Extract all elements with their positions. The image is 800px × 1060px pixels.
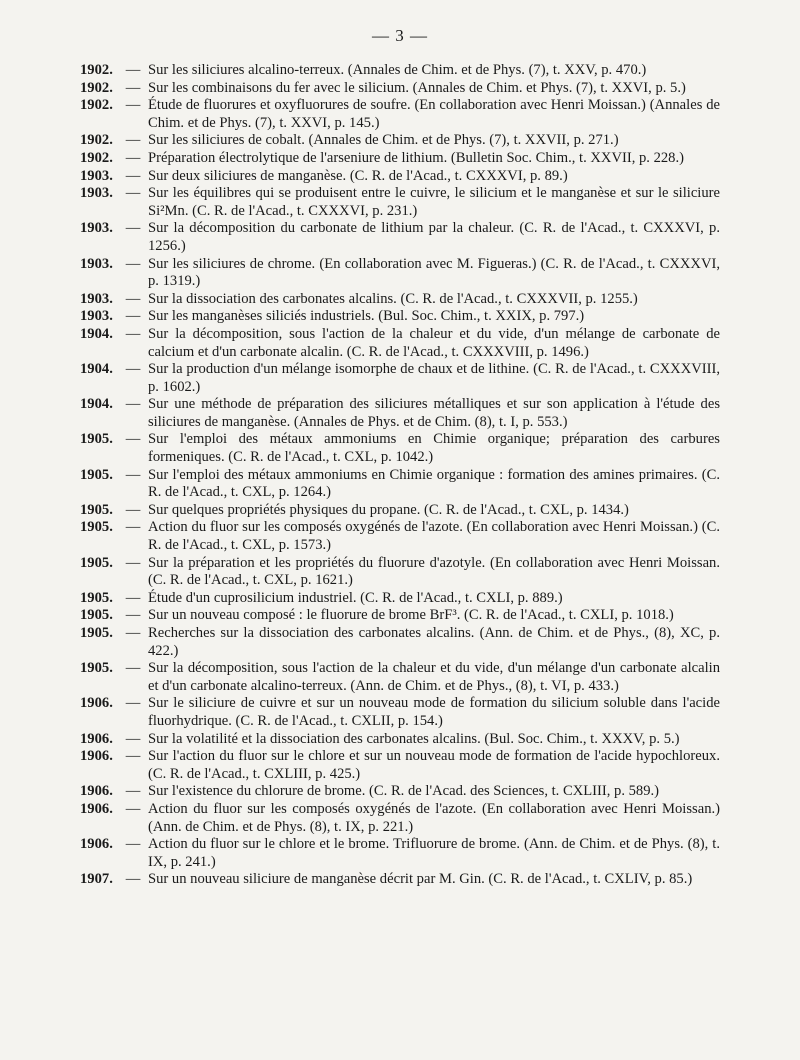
entry-dash: — (125, 149, 141, 166)
entry-dash: — (125, 730, 141, 747)
entry-year: 1905. (80, 554, 113, 571)
entry-text: Sur l'existence du chlorure de brome. (C. R. de l'Acad. des Sciences, t. CXLIII, p. 589.) (148, 783, 660, 800)
bibliography-entry (80, 308, 720, 326)
bibliography-entry (80, 467, 720, 502)
entry-year: 1905. (80, 607, 113, 624)
entry-year: 1906. (80, 695, 113, 712)
bibliography-entry (80, 801, 720, 836)
entry-year: 1905. (80, 519, 113, 536)
bibliography-entry (80, 625, 720, 660)
entry-year: 1905. (80, 625, 113, 641)
bibliography-entry (80, 256, 720, 291)
entry-dash: — (125, 220, 141, 237)
entry-dash: — (125, 748, 141, 765)
entry-year: 1905. (80, 501, 113, 518)
entry-dash: — (125, 589, 141, 606)
entry-dash: — (125, 185, 141, 202)
entry-dash: — (125, 132, 141, 149)
entry-year: 1904. (80, 396, 113, 413)
bibliography-entry (80, 361, 720, 396)
entry-year: 1902. (80, 79, 113, 96)
entry-text: Sur les siliciures alcalino-terreux. (Annales de Chim. et de Phys. (7), t. XXV, p. 470.) (148, 62, 647, 78)
entry-text: Étude d'un cuprosilicium industriel. (C. R. de l'Acad., t. CXLI, p. 889.) (148, 589, 563, 606)
entry-text: Action du fluor sur les composés oxygénés de l'azote. (En collaboration avec Henri Moissan.) (C. R. de l'Acad., t. CXL, p. 1573.) (148, 519, 720, 554)
entry-year: 1906. (80, 800, 113, 817)
entry-year: 1902. (80, 97, 113, 114)
bibliography-entry (80, 783, 720, 801)
entry-dash: — (125, 871, 141, 888)
bibliography-entry (80, 396, 720, 431)
entry-text: Sur la décomposition, sous l'action de la chaleur et du vide, d'un mélange d'un carbonate alcalin et d'un carbonate alcalino-terreux. (Ann. de Chim. et de Phys., (8), t. VI, p. 433.) (148, 660, 720, 694)
entry-dash: — (125, 255, 141, 272)
entry-dash: — (125, 695, 141, 712)
entry-text: Sur les siliciures de chrome. (En collaboration avec M. Figueras.) (C. R. de l'Acad., t. CXXXVI, p. 1319.) (148, 255, 720, 290)
bibliography-entry (80, 731, 720, 749)
entry-text: Préparation électrolytique de l'arseniure de lithium. (Bulletin Soc. Chim., t. XXVII, p. 228.) (148, 149, 684, 166)
entry-dash: — (125, 79, 141, 96)
entry-text: Sur deux siliciures de manganèse. (C. R. de l'Acad., t. CXXXVI, p. 89.) (148, 167, 568, 184)
entry-year: 1906. (80, 836, 113, 853)
entry-year: 1906. (80, 730, 113, 747)
entry-year: 1902. (80, 149, 113, 166)
entry-year: 1906. (80, 783, 113, 800)
entry-text: Sur la production d'un mélange isomorphe de chaux et de lithine. (C. R. de l'Acad., t. CXXXVIII, p. 1602.) (148, 361, 720, 395)
entry-dash: — (125, 660, 141, 677)
entry-text: Sur les équilibres qui se produisent entre le cuivre, le silicium et le manganèse et sur le siliciure Si²Mn. (C. R. de l'Acad., t. CXXXVI, p. 231.) (148, 185, 720, 219)
entry-dash: — (125, 466, 141, 483)
entry-text: Sur un nouveau composé : le fluorure de brome BrF³. (C. R. de l'Acad., t. CXLI, p. 1018.) (148, 607, 674, 624)
entry-text: Action du fluor sur les composés oxygénés de l'azote. (En collaboration avec Henri Moissan.) (Ann. de Chim. et de Phys. (8), t. IX, p. 221.) (148, 800, 720, 835)
bibliography-entry (80, 590, 720, 608)
entry-text: Sur le siliciure de cuivre et sur un nouveau mode de formation du silicium soluble dans l'acide fluorhydrique. (C. R. de l'Acad., t. CXLII, p. 154.) (148, 695, 720, 729)
entry-text: Action du fluor sur le chlore et le brome. Trifluorure de brome. (Ann. de Chim. et de Phys. (8), t. IX, p. 241.) (148, 836, 720, 870)
entry-dash: — (125, 607, 141, 624)
bibliography-entry (80, 168, 720, 186)
entry-dash: — (125, 97, 141, 114)
bibliography-entry (80, 431, 720, 466)
bibliography-entry (80, 660, 720, 695)
entry-year: 1906. (80, 748, 113, 765)
entry-dash: — (125, 290, 141, 307)
entry-dash: — (125, 325, 141, 342)
entry-text: Sur la décomposition du carbonate de lithium par la chaleur. (C. R. de l'Acad., t. CXXXVI, p. 1256.) (148, 220, 720, 254)
entry-text: Sur la volatilité et la dissociation des carbonates alcalins. (Bul. Soc. Chim., t. XXXV, p. 5.) (148, 730, 680, 747)
entry-dash: — (125, 783, 141, 800)
entry-text: Sur quelques propriétés physiques du propane. (C. R. de l'Acad., t. CXL, p. 1434.) (148, 501, 629, 518)
entry-dash: — (125, 836, 141, 853)
entry-year: 1905. (80, 466, 113, 483)
entry-text: Sur la décomposition, sous l'action de la chaleur et du vide, d'un mélange de carbonate de calcium et d'un carbonate alcalin. (C. R. de l'Acad., t. CXXXVIII, p. 1496.) (148, 325, 720, 360)
entry-text: Sur la préparation et les propriétés du fluorure d'azotyle. (En collaboration avec Henri Moissan. (C. R. de l'Acad., t. CXL, p. 1621.) (148, 554, 720, 589)
bibliography-list (80, 62, 720, 889)
bibliography-entry (80, 748, 720, 783)
entry-text: Sur l'emploi des métaux ammoniums en Chimie organique : formation des amines primaires. (C. R. de l'Acad., t. CXL, p. 1264.) (148, 466, 720, 501)
entry-dash: — (125, 62, 141, 78)
entry-dash: — (125, 431, 141, 448)
entry-year: 1905. (80, 660, 113, 677)
entry-year: 1904. (80, 361, 113, 378)
entry-year: 1903. (80, 290, 113, 307)
entry-dash: — (125, 361, 141, 378)
entry-dash: — (125, 625, 141, 641)
entry-year: 1902. (80, 132, 113, 149)
bibliography-entry (80, 132, 720, 150)
entry-dash: — (125, 308, 141, 325)
entry-year: 1903. (80, 167, 113, 184)
entry-text: Sur les manganèses siliciés industriels. (Bul. Soc. Chim., t. XXIX, p. 797.) (148, 308, 585, 325)
bibliography-entry (80, 80, 720, 98)
bibliography-entry (80, 555, 720, 590)
entry-dash: — (125, 519, 141, 536)
bibliography-entry (80, 836, 720, 871)
entry-dash: — (125, 167, 141, 184)
entry-dash: — (125, 501, 141, 518)
bibliography-entry (80, 871, 720, 889)
entry-text: Sur l'action du fluor sur le chlore et sur un nouveau mode de formation de l'acide hypochloreux. (C. R. de l'Acad., t. CXLIII, p. 425.) (148, 748, 720, 782)
entry-text: Étude de fluorures et oxyfluorures de soufre. (En collaboration avec Henri Moissan.) (Annales de Chim. et de Phys. (7), t. XXVI, p. 145.) (148, 97, 720, 131)
entry-text: Sur les combinaisons du fer avec le silicium. (Annales de Chim. et Phys. (7), t. XXVI, p. 5.) (148, 79, 686, 96)
entry-text: Sur la dissociation des carbonates alcalins. (C. R. de l'Acad., t. CXXXVII, p. 1255.) (148, 290, 638, 307)
bibliography-entry (80, 502, 720, 520)
entry-text: Sur un nouveau siliciure de manganèse décrit par M. Gin. (C. R. de l'Acad., t. CXLIV, p. 85.) (148, 871, 693, 888)
bibliography-entry (80, 220, 720, 255)
entry-year: 1903. (80, 308, 113, 325)
bibliography-entry (80, 62, 720, 80)
entry-dash: — (125, 800, 141, 817)
entry-year: 1902. (80, 62, 113, 78)
bibliography-entry (80, 97, 720, 132)
entry-year: 1903. (80, 255, 113, 272)
bibliography-entry (80, 519, 720, 554)
entry-dash: — (125, 554, 141, 571)
entry-text: Sur l'emploi des métaux ammoniums en Chimie organique; préparation des carbures formeniques. (C. R. de l'Acad., t. CXL, p. 1042.) (148, 431, 720, 466)
entry-year: 1905. (80, 431, 113, 448)
entry-text: Recherches sur la dissociation des carbonates alcalins. (Ann. de Chim. et de Phys., (8), XC, p. 422.) (148, 625, 720, 659)
bibliography-entry (80, 185, 720, 220)
entry-year: 1905. (80, 589, 113, 606)
entry-text: Sur une méthode de préparation des siliciures métalliques et sur son application à l'étude des siliciures de manganèse. (Annales de Phys. et de Chim. (8), t. I, p. 553.) (148, 396, 720, 430)
bibliography-entry (80, 291, 720, 309)
bibliography-entry (80, 150, 720, 168)
bibliography-entry (80, 326, 720, 361)
entry-dash: — (125, 396, 141, 413)
entry-text: Sur les siliciures de cobalt. (Annales de Chim. et de Phys. (7), t. XXVII, p. 271.) (148, 132, 619, 149)
bibliography-entry (80, 695, 720, 730)
bibliography-entry (80, 607, 720, 625)
page-number: — 3 — (372, 26, 428, 45)
entry-year: 1903. (80, 185, 113, 202)
entry-year: 1904. (80, 325, 113, 342)
entry-year: 1903. (80, 220, 113, 237)
entry-year: 1907. (80, 871, 113, 888)
